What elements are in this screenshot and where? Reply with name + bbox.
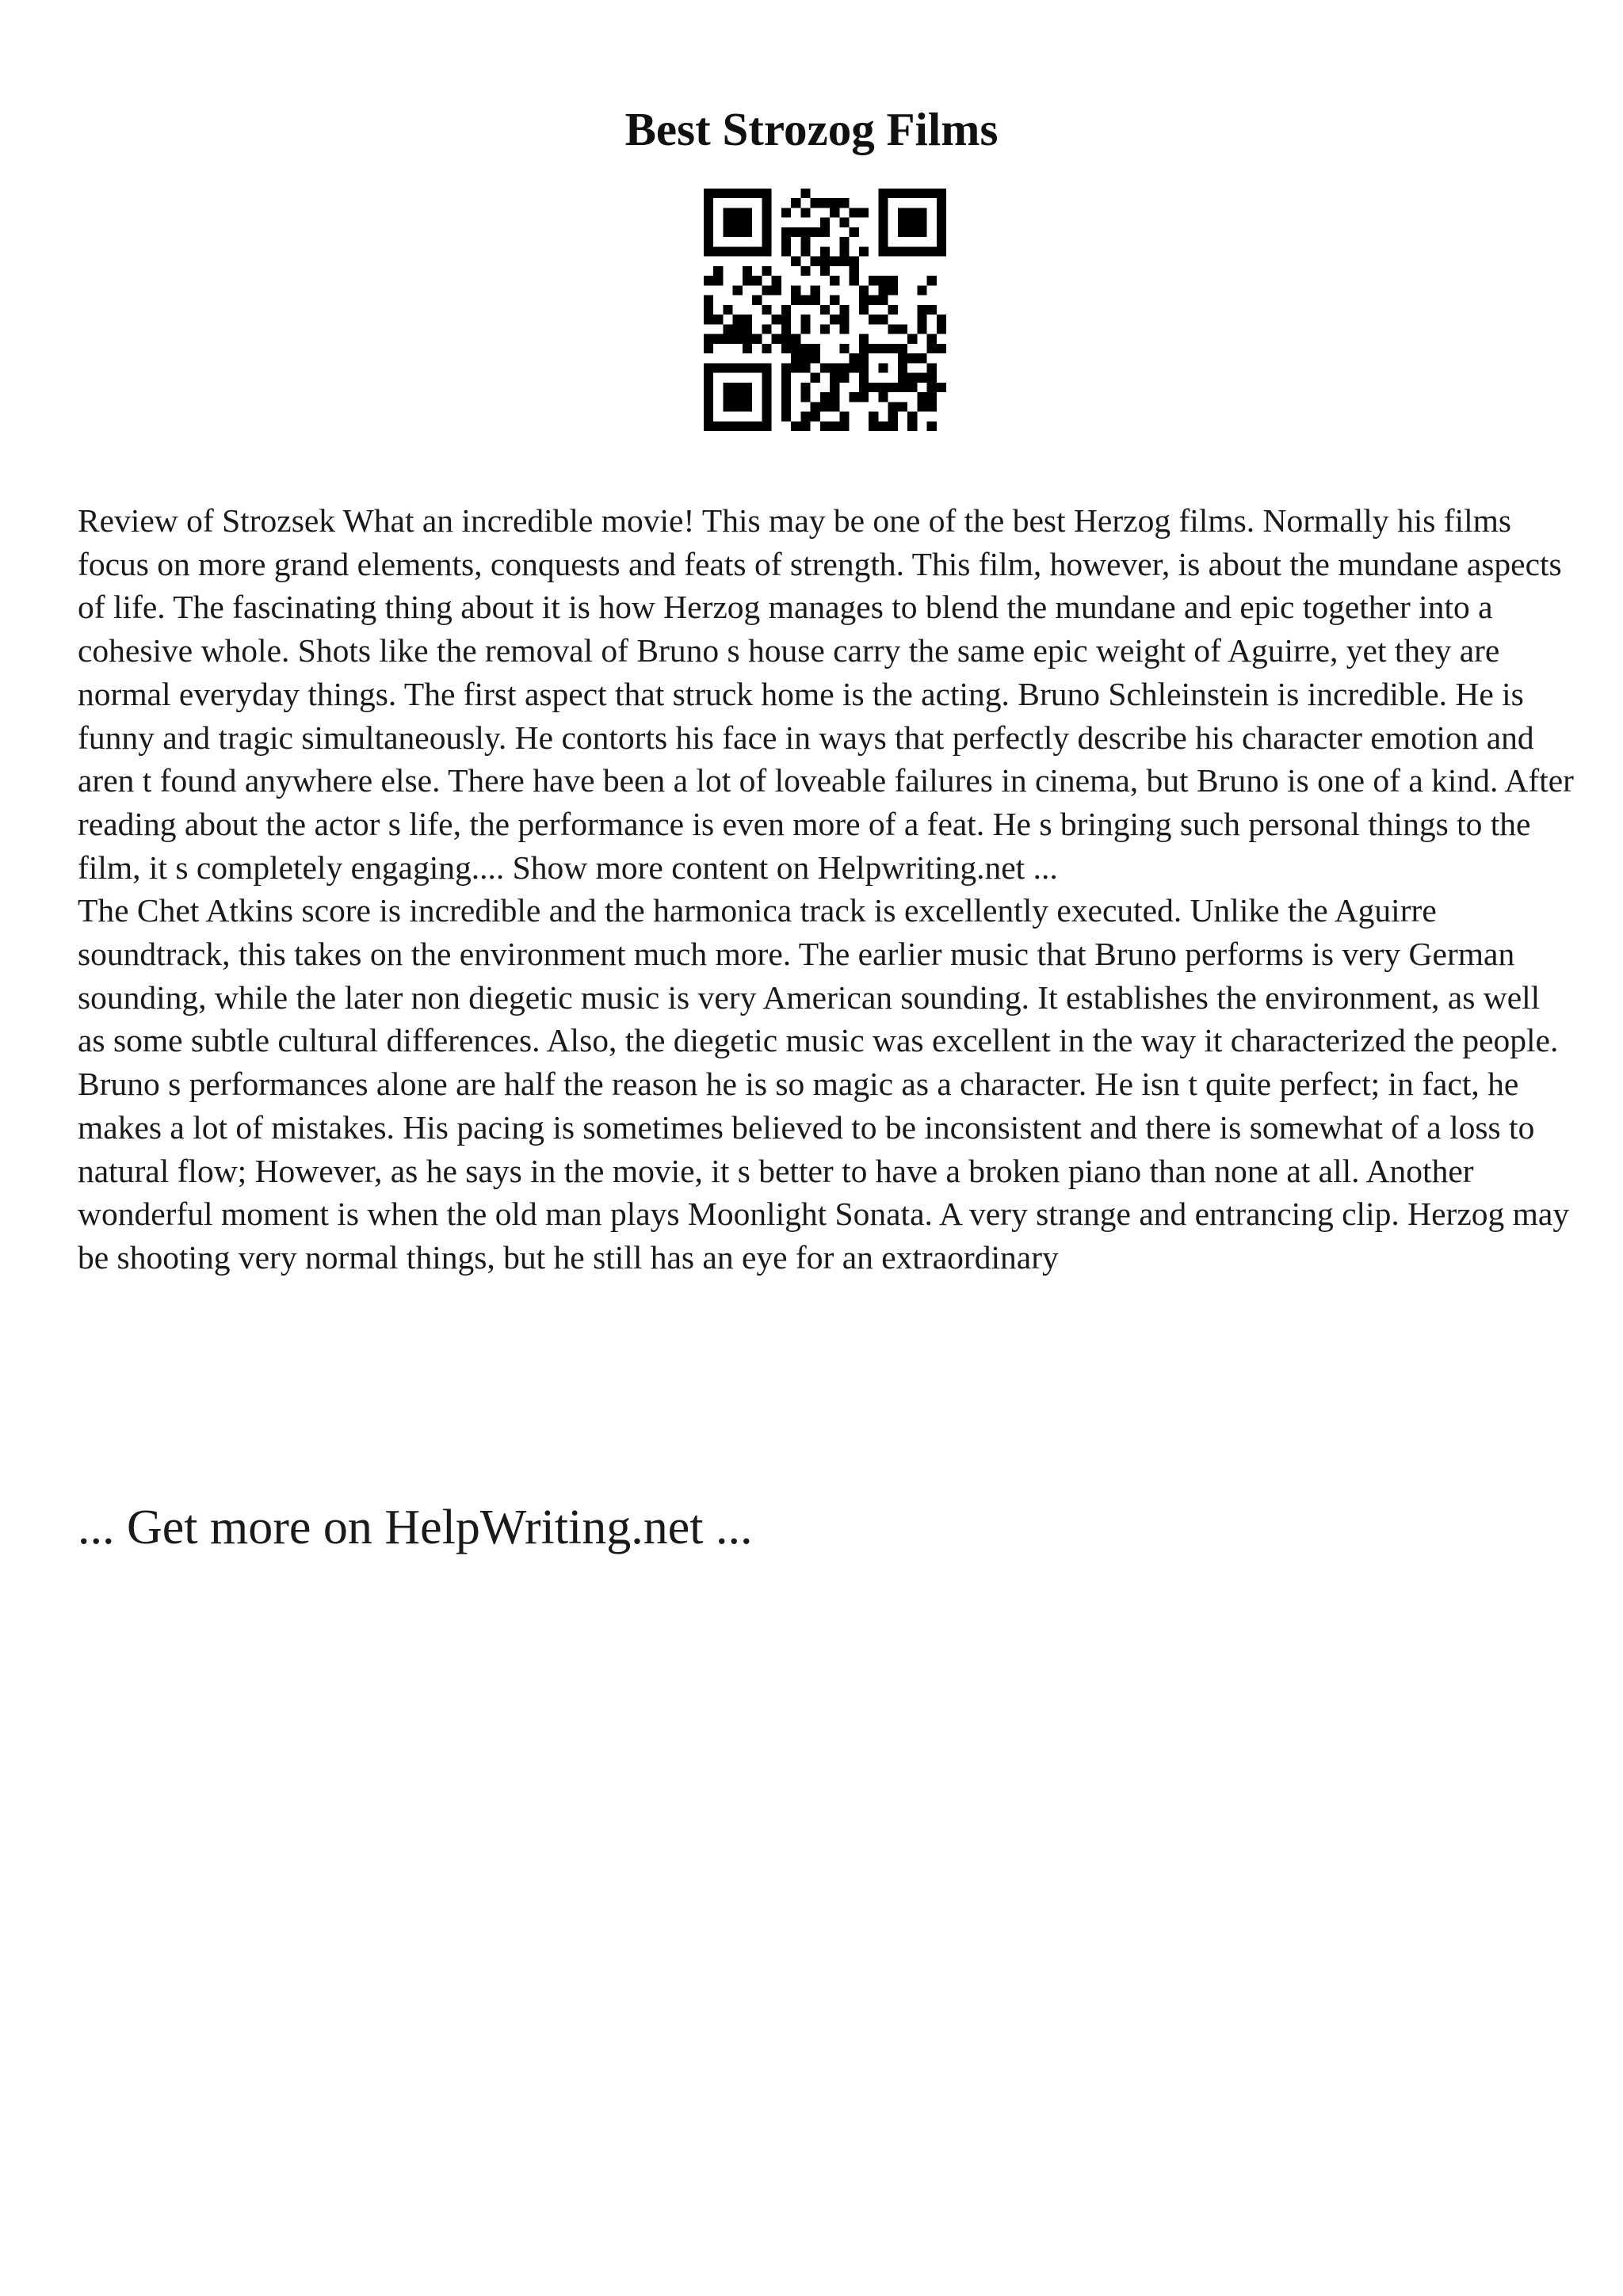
article-body — [78, 499, 1575, 1280]
page-title: Best Strozog Films — [624, 103, 999, 155]
qr-code-icon — [704, 189, 946, 431]
paragraph-review-intro: Review of Strozsek What an incredible movie! This may be one of the best Herzog films. Normally his films focus on more grand elements, conquests and feats of strength. This film, however, is about the mundane aspects of life. The fascinating thing about it is how Herzog manages to blend the mundane and epic together into a cohesive whole. Shots like the removal of Bruno s house carry the same epic weight of Aguirre, yet they are normal everyday things. The first aspect that struck home is the acting. Bruno Schleinstein is incredible. He is funny and tragic simultaneously. He contorts his face in ways that perfectly describe his character emotion and aren t found anywhere else. There have been a lot of loveable failures in cinema, but Bruno is one of a kind. After reading about the actor s life, the performance is even more of a feat. He s bringing such personal things to the film, it s completely engaging.... Show more content on Helpwriting.net ... — [78, 502, 1574, 886]
get-more-link[interactable]: ... Get more on HelpWriting.net ... — [78, 1501, 753, 1554]
paragraph-music: The Chet Atkins score is incredible and the harmonica track is excellently executed. Unlike the Aguirre soundtrack, this takes on the environment much more. The earlier music that Bruno performs is very German sounding, while the later non diegetic music is very American sounding. It establishes the environment, as well as some subtle cultural differences. Also, the diegetic music was excellent in the way it characterized the people. Bruno s performances alone are half the reason he is so magic as a character. He isn t quite perfect; in fact, he makes a lot of mistakes. His pacing is sometimes believed to be inconsistent and there is somewhat of a loss to natural flow; However, as he says in the movie, it s better to have a broken piano than none at all. Another wonderful moment is when the old man plays Moonlight Sonata. A very strange and entrancing clip. Herzog may be shooting very normal things, but he still has an eye for an extraordinary — [78, 892, 1570, 1276]
